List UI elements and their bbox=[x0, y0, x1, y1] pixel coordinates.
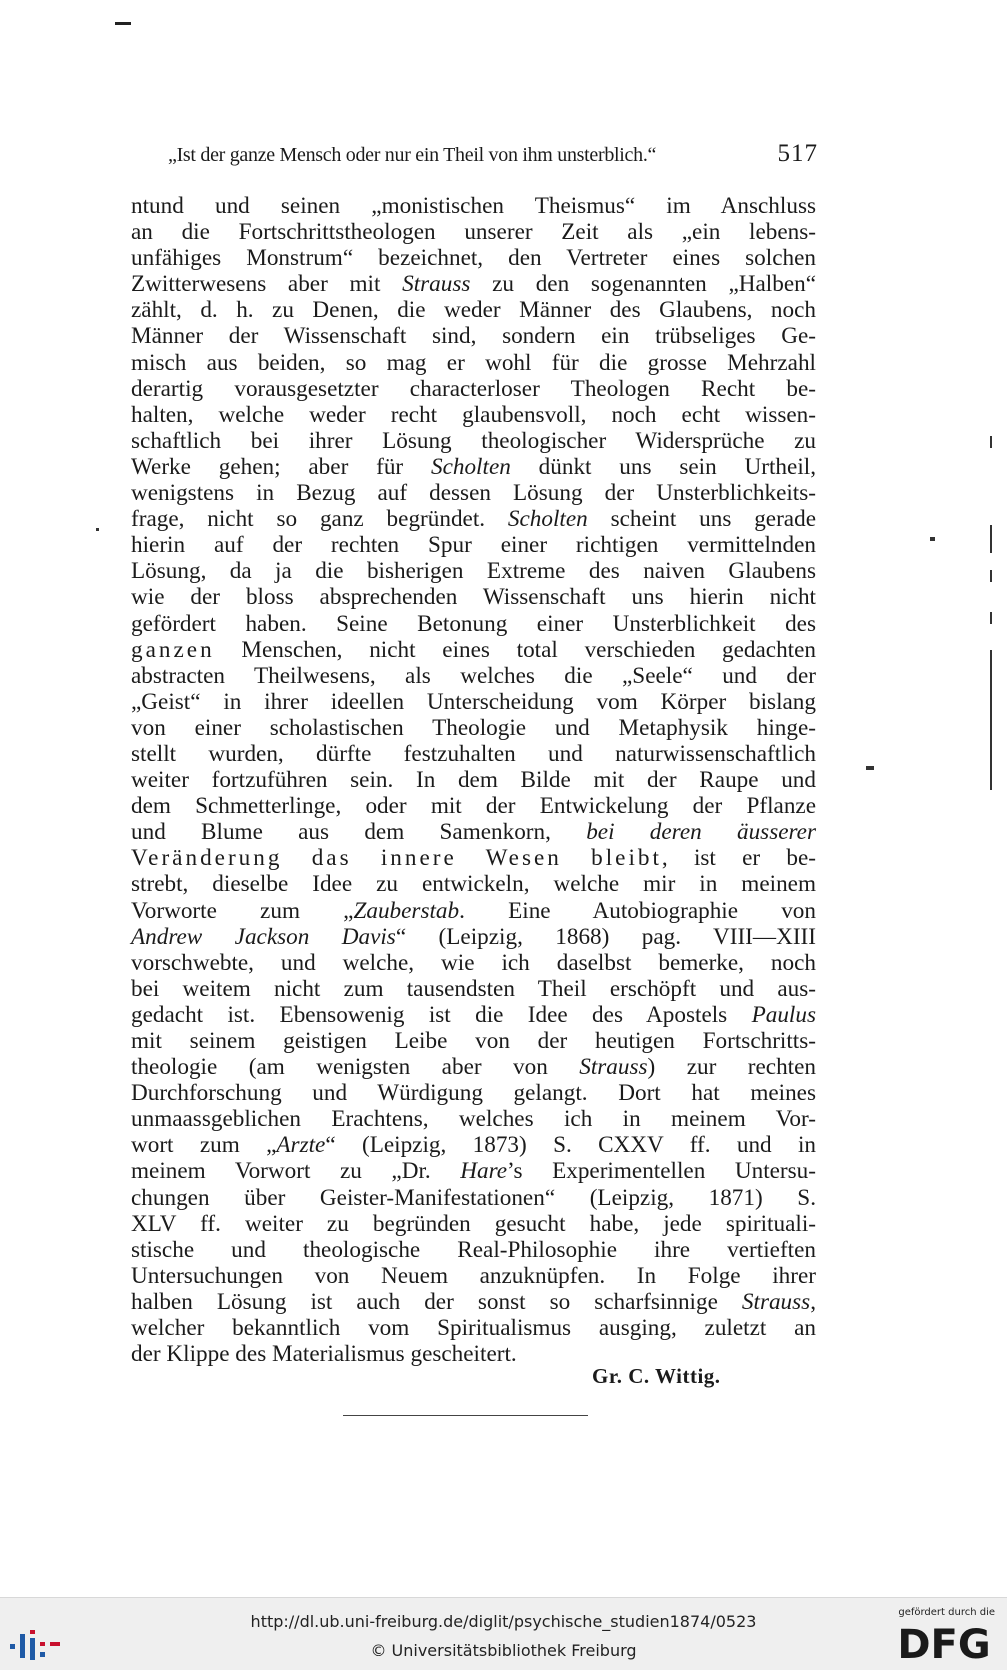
scan-mark bbox=[990, 436, 992, 448]
text-line bbox=[131, 871, 816, 897]
text-segment: meinem Vorwort zu „Dr. bbox=[131, 1158, 461, 1185]
text-line bbox=[131, 1002, 816, 1028]
text-segment: strebt, dieselbe Idee zu entwickeln, welche mir in meinem bbox=[131, 871, 816, 898]
text-segment: an die Fortschrittstheologen unserer Zeit als „ein lebens- bbox=[131, 219, 816, 246]
text-segment: halben Lösung ist auch der sonst so scharfsinnige bbox=[131, 1288, 742, 1315]
page-number: 517 bbox=[777, 140, 818, 167]
text-line bbox=[131, 323, 816, 349]
text-line bbox=[131, 663, 816, 689]
dfg-logo-icon bbox=[893, 1620, 995, 1664]
text-segment: frage, nicht so ganz begründet. bbox=[131, 506, 508, 533]
text-segment: XLV ff. weiter zu begründen gesucht habe, jede spirituali- bbox=[131, 1210, 816, 1237]
text-segment: ’s Experimentellen Untersu- bbox=[507, 1158, 816, 1185]
italic-name: Zauberstab bbox=[353, 897, 460, 924]
text-line bbox=[131, 1315, 816, 1341]
text-segment: schaftlich bei ihrer Lösung theologischer Widersprüche zu bbox=[131, 427, 816, 454]
text-segment: Werke gehen; aber für bbox=[131, 453, 431, 480]
text-line bbox=[131, 1158, 816, 1184]
text-segment: Zwitterwesens aber mit bbox=[131, 271, 403, 298]
spaced-emphasis: ganzen bbox=[131, 636, 215, 663]
text-line bbox=[131, 637, 816, 663]
text-segment: hierin auf der rechten Spur einer richtigen vermittelnden bbox=[131, 532, 816, 559]
text-segment: bei weitem nicht zum tausendsten Theil erschöpft und aus- bbox=[131, 975, 816, 1002]
funding-caption: gefördert durch die bbox=[898, 1607, 995, 1618]
text-segment: unfähiges Monstrum“ bezeichnet, den Vertreter eines solchen bbox=[131, 245, 816, 272]
text-segment: Vorworte zum „ bbox=[131, 897, 354, 924]
scan-mark bbox=[930, 537, 935, 541]
text-line bbox=[131, 898, 816, 924]
text-line bbox=[131, 950, 816, 976]
text-line bbox=[131, 245, 816, 271]
italic-name: bei deren äusserer bbox=[586, 819, 816, 846]
text-segment: . Eine Autobiographie von bbox=[459, 897, 816, 924]
italic-name: Scholten bbox=[507, 506, 588, 533]
text-segment: gedacht ist. Ebensowenig ist die Idee des Apostels bbox=[131, 1001, 752, 1028]
text-line bbox=[131, 584, 816, 610]
scan-mark bbox=[866, 766, 874, 770]
text-segment: stische und theologische Real-Philosophie ihre vertieften bbox=[131, 1236, 816, 1263]
text-line bbox=[131, 689, 816, 715]
italic-name: Strauss bbox=[741, 1288, 811, 1315]
italic-name: Strauss bbox=[402, 271, 471, 298]
text-segment: scheint uns gerade bbox=[587, 506, 816, 533]
text-segment: dünkt uns sein Urtheil, bbox=[510, 453, 816, 480]
text-segment: abstracten Theilwesens, als welches die „Seele“ und der bbox=[131, 662, 816, 689]
text-line bbox=[131, 924, 816, 950]
text-line bbox=[131, 271, 816, 297]
text-segment: derartig vorausgesetzter characterloser Theologen Recht be- bbox=[131, 375, 816, 402]
italic-name: Strauss bbox=[579, 1054, 648, 1081]
text-line bbox=[131, 1237, 816, 1263]
text-line bbox=[131, 506, 816, 532]
text-segment: halten, welche weder recht glaubensvoll, noch echt wissen- bbox=[131, 401, 816, 428]
text-line bbox=[131, 976, 816, 1002]
italic-name: Scholten bbox=[430, 453, 511, 480]
author-signature: Gr. C. Wittig. bbox=[592, 1364, 721, 1388]
text-segment: Durchforschung und Würdigung gelangt. Dort hat meines bbox=[131, 1080, 816, 1107]
spaced-emphasis: Veränderung das innere Wesen bleibt bbox=[131, 845, 662, 872]
text-line bbox=[131, 219, 816, 245]
text-segment: zählt, d. h. zu Denen, die weder Männer des Glaubens, noch bbox=[131, 297, 816, 324]
text-line bbox=[131, 558, 816, 584]
text-segment: welcher bekanntlich vom Spiritualismus ausging, zuletzt an bbox=[131, 1315, 816, 1342]
text-line bbox=[131, 480, 816, 506]
article-body bbox=[131, 193, 816, 1367]
text-line bbox=[131, 767, 816, 793]
text-segment: chungen über Geister-Manifestationen“ (Leipzig, 1871) S. bbox=[131, 1184, 816, 1211]
text-segment: “ (Leipzig, 1868) pag. VIII—XIII bbox=[395, 923, 816, 950]
text-segment: theologie (am wenigsten aber von bbox=[131, 1054, 580, 1081]
text-line bbox=[131, 741, 816, 767]
text-segment: ntund und seinen „monistischen Theismus“ im Anschluss bbox=[131, 193, 816, 219]
running-title: „Ist der ganze Mensch oder nur ein Theil von ihm unsterblich.“ bbox=[168, 144, 657, 166]
text-segment: dem Schmetterlinge, oder mit der Entwickelung der Pflanze bbox=[131, 793, 816, 820]
permalink-url[interactable]: http://dl.ub.uni-freiburg.de/diglit/psychische_studien1874/0523 bbox=[250, 1612, 757, 1631]
text-line bbox=[131, 193, 816, 219]
text-segment: Männer der Wissenschaft sind, sondern ein trübseliges Ge- bbox=[131, 323, 816, 350]
text-line bbox=[131, 1054, 816, 1080]
text-segment: unmaassgeblichen Erachtens, welches ich in meinem Vor- bbox=[131, 1106, 816, 1133]
text-line bbox=[131, 845, 816, 871]
text-segment: gefördert haben. Seine Betonung einer Unsterblichkeit des bbox=[131, 610, 816, 637]
scan-mark bbox=[990, 650, 992, 790]
text-segment: von einer scholastischen Theologie und Metaphysik hinge- bbox=[131, 714, 816, 741]
viewer-footer bbox=[0, 1597, 1007, 1670]
text-segment: und Blume aus dem Samenkorn, bbox=[131, 819, 587, 846]
text-line bbox=[131, 611, 816, 637]
scan-mark bbox=[990, 612, 992, 624]
text-line bbox=[131, 532, 816, 558]
text-line bbox=[131, 454, 816, 480]
text-segment: stellt wurden, dürfte festzuhalten und naturwissenschaftlich bbox=[131, 740, 816, 767]
scan-mark bbox=[990, 570, 992, 582]
text-segment: Lösung, da ja die bisherigen Extreme des naiven Glaubens bbox=[131, 558, 816, 585]
text-line bbox=[131, 1211, 816, 1237]
scan-mark bbox=[96, 528, 99, 531]
italic-name: Paulus bbox=[751, 1001, 816, 1028]
text-segment: weiter fortzuführen sein. In dem Bilde mit der Raupe und bbox=[131, 767, 816, 794]
text-line bbox=[131, 402, 816, 428]
text-line bbox=[131, 1263, 816, 1289]
text-segment: Menschen, nicht eines total verschieden gedachten bbox=[214, 636, 816, 663]
text-segment: , ist er be- bbox=[661, 845, 816, 872]
text-line bbox=[131, 297, 816, 323]
text-line bbox=[131, 1106, 816, 1132]
italic-name: Hare bbox=[460, 1158, 508, 1185]
copyright-notice: © Universitätsbibliothek Freiburg bbox=[370, 1641, 637, 1660]
page-edge-mark bbox=[115, 22, 131, 25]
text-segment: , bbox=[810, 1288, 816, 1315]
text-line bbox=[131, 350, 816, 376]
text-line bbox=[131, 1028, 816, 1054]
text-segment: mit seinem geistigen Leibe von der heutigen Fortschritts- bbox=[131, 1028, 816, 1054]
text-segment: “ (Leipzig, 1873) S. CXXV ff. und in bbox=[325, 1132, 817, 1159]
text-segment: wort zum „ bbox=[131, 1132, 277, 1159]
scan-mark bbox=[990, 525, 992, 553]
text-segment: ) zur rechten bbox=[647, 1054, 816, 1081]
text-line bbox=[131, 793, 816, 819]
text-line bbox=[131, 1132, 816, 1158]
section-divider bbox=[343, 1415, 588, 1416]
text-line bbox=[131, 1289, 816, 1315]
text-line bbox=[131, 1080, 816, 1106]
text-segment: vorschwebte, und welche, wie ich daselbst bemerke, noch bbox=[131, 949, 816, 976]
text-segment: wenigstens in Bezug auf dessen Lösung der Unsterblichkeits- bbox=[131, 480, 816, 507]
text-segment: wie der bloss absprechenden Wissenschaft uns hierin nicht bbox=[131, 584, 816, 611]
text-line bbox=[131, 376, 816, 402]
text-line bbox=[131, 1185, 816, 1211]
text-segment: zu den sogenannten „Halben“ bbox=[470, 271, 816, 298]
text-line bbox=[131, 428, 816, 454]
italic-name: Arzte bbox=[276, 1132, 326, 1159]
text-line bbox=[131, 819, 816, 845]
italic-name: Andrew Jackson Davis bbox=[131, 923, 396, 950]
text-segment: misch aus beiden, so mag er wohl für die grosse Mehrzahl bbox=[131, 349, 816, 376]
running-head bbox=[168, 140, 818, 168]
dfg-logo-text: DFG bbox=[897, 1622, 991, 1664]
text-segment: Untersuchungen von Neuem anzuknüpfen. In Folge ihrer bbox=[131, 1262, 816, 1289]
text-segment: der Klippe des Materialismus gescheitert. bbox=[131, 1341, 517, 1368]
text-segment: „Geist“ in ihrer ideellen Unterscheidung vom Körper bislang bbox=[131, 688, 816, 715]
text-line bbox=[131, 715, 816, 741]
